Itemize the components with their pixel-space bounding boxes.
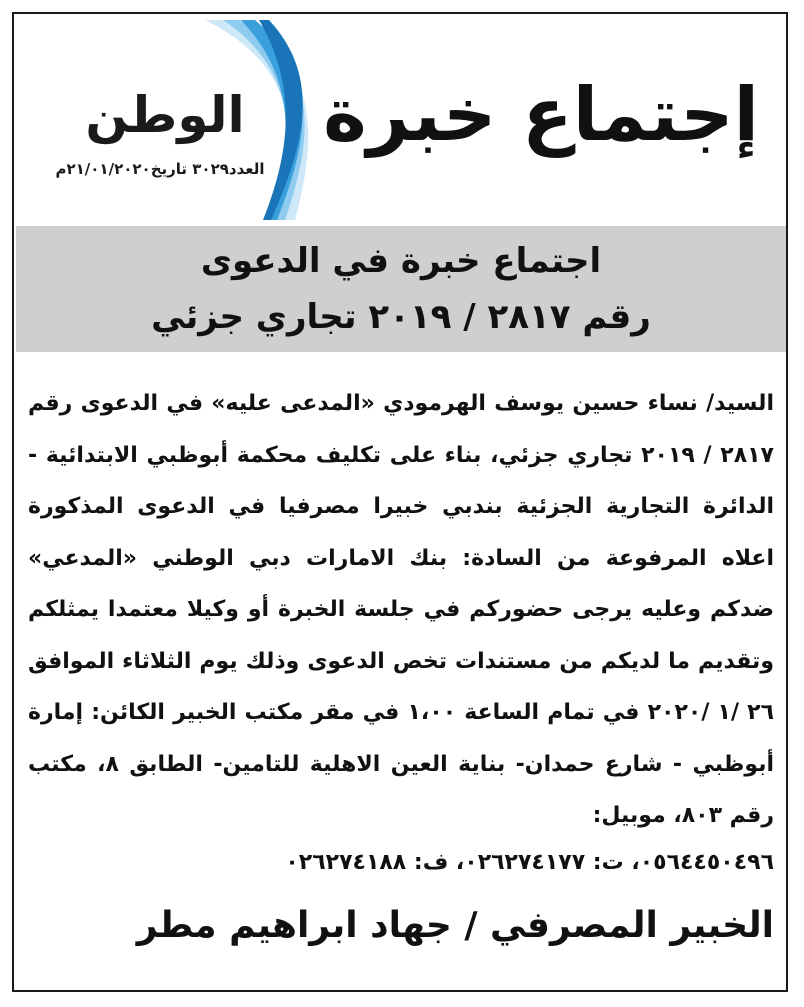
page-title: إجتماع خبرة xyxy=(323,72,759,158)
subject-banner xyxy=(16,226,786,352)
newspaper-name: الوطن xyxy=(85,86,245,144)
issue-info: العدد٣٠٢٩ تاريخ٢١/٠١/٢٠٢٠م xyxy=(55,160,265,178)
signature: الخبير المصرفي / جهاد ابراهيم مطر xyxy=(136,905,774,946)
banner-line-1: اجتماع خبرة في الدعوى xyxy=(200,241,602,281)
banner-line-2: رقم ٢٨١٧ / ٢٠١٩ تجاري جزئي xyxy=(151,297,651,337)
notice-body: السيد/ نساء حسين يوسف الهرمودي «المدعى عليه» في الدعوى رقم ٢٨١٧ / ٢٠١٩ تجاري جزئي، بناء على تكليف محكمة أبوظبي الابتدائية - الدائرة التجارية الجزئية بندبي خبيرا مصرفيا في الدعوى المذكورة اعلاه المرفوعة من السادة: بنك الامارات دبي الوطني «المدعي» ضدكم وعليه يرجى حضوركم في جلسة الخبرة أو وكيلا معتمدا يمثلكم وتقديم ما لديكم من مستندات تخص الدعوى وذلك يوم الثلاثاء الموافق ٢٦ /١ /٢٠٢٠ في تمام الساعة ١،٠٠ في مقر مكتب الخبير الكائن: إمارة أبوظبي - شارع حمدان- بناية العين الاهلية للتامين- الطابق ٨، مكتب رقم ٨٠٣، موبيل: xyxy=(28,391,775,828)
contact-numbers: ٠٥٦٤٤٥٠٤٩٦، ت: ٠٢٦٢٧٤١٧٧، ف: ٠٢٦٢٧٤١٨٨ xyxy=(285,850,774,875)
